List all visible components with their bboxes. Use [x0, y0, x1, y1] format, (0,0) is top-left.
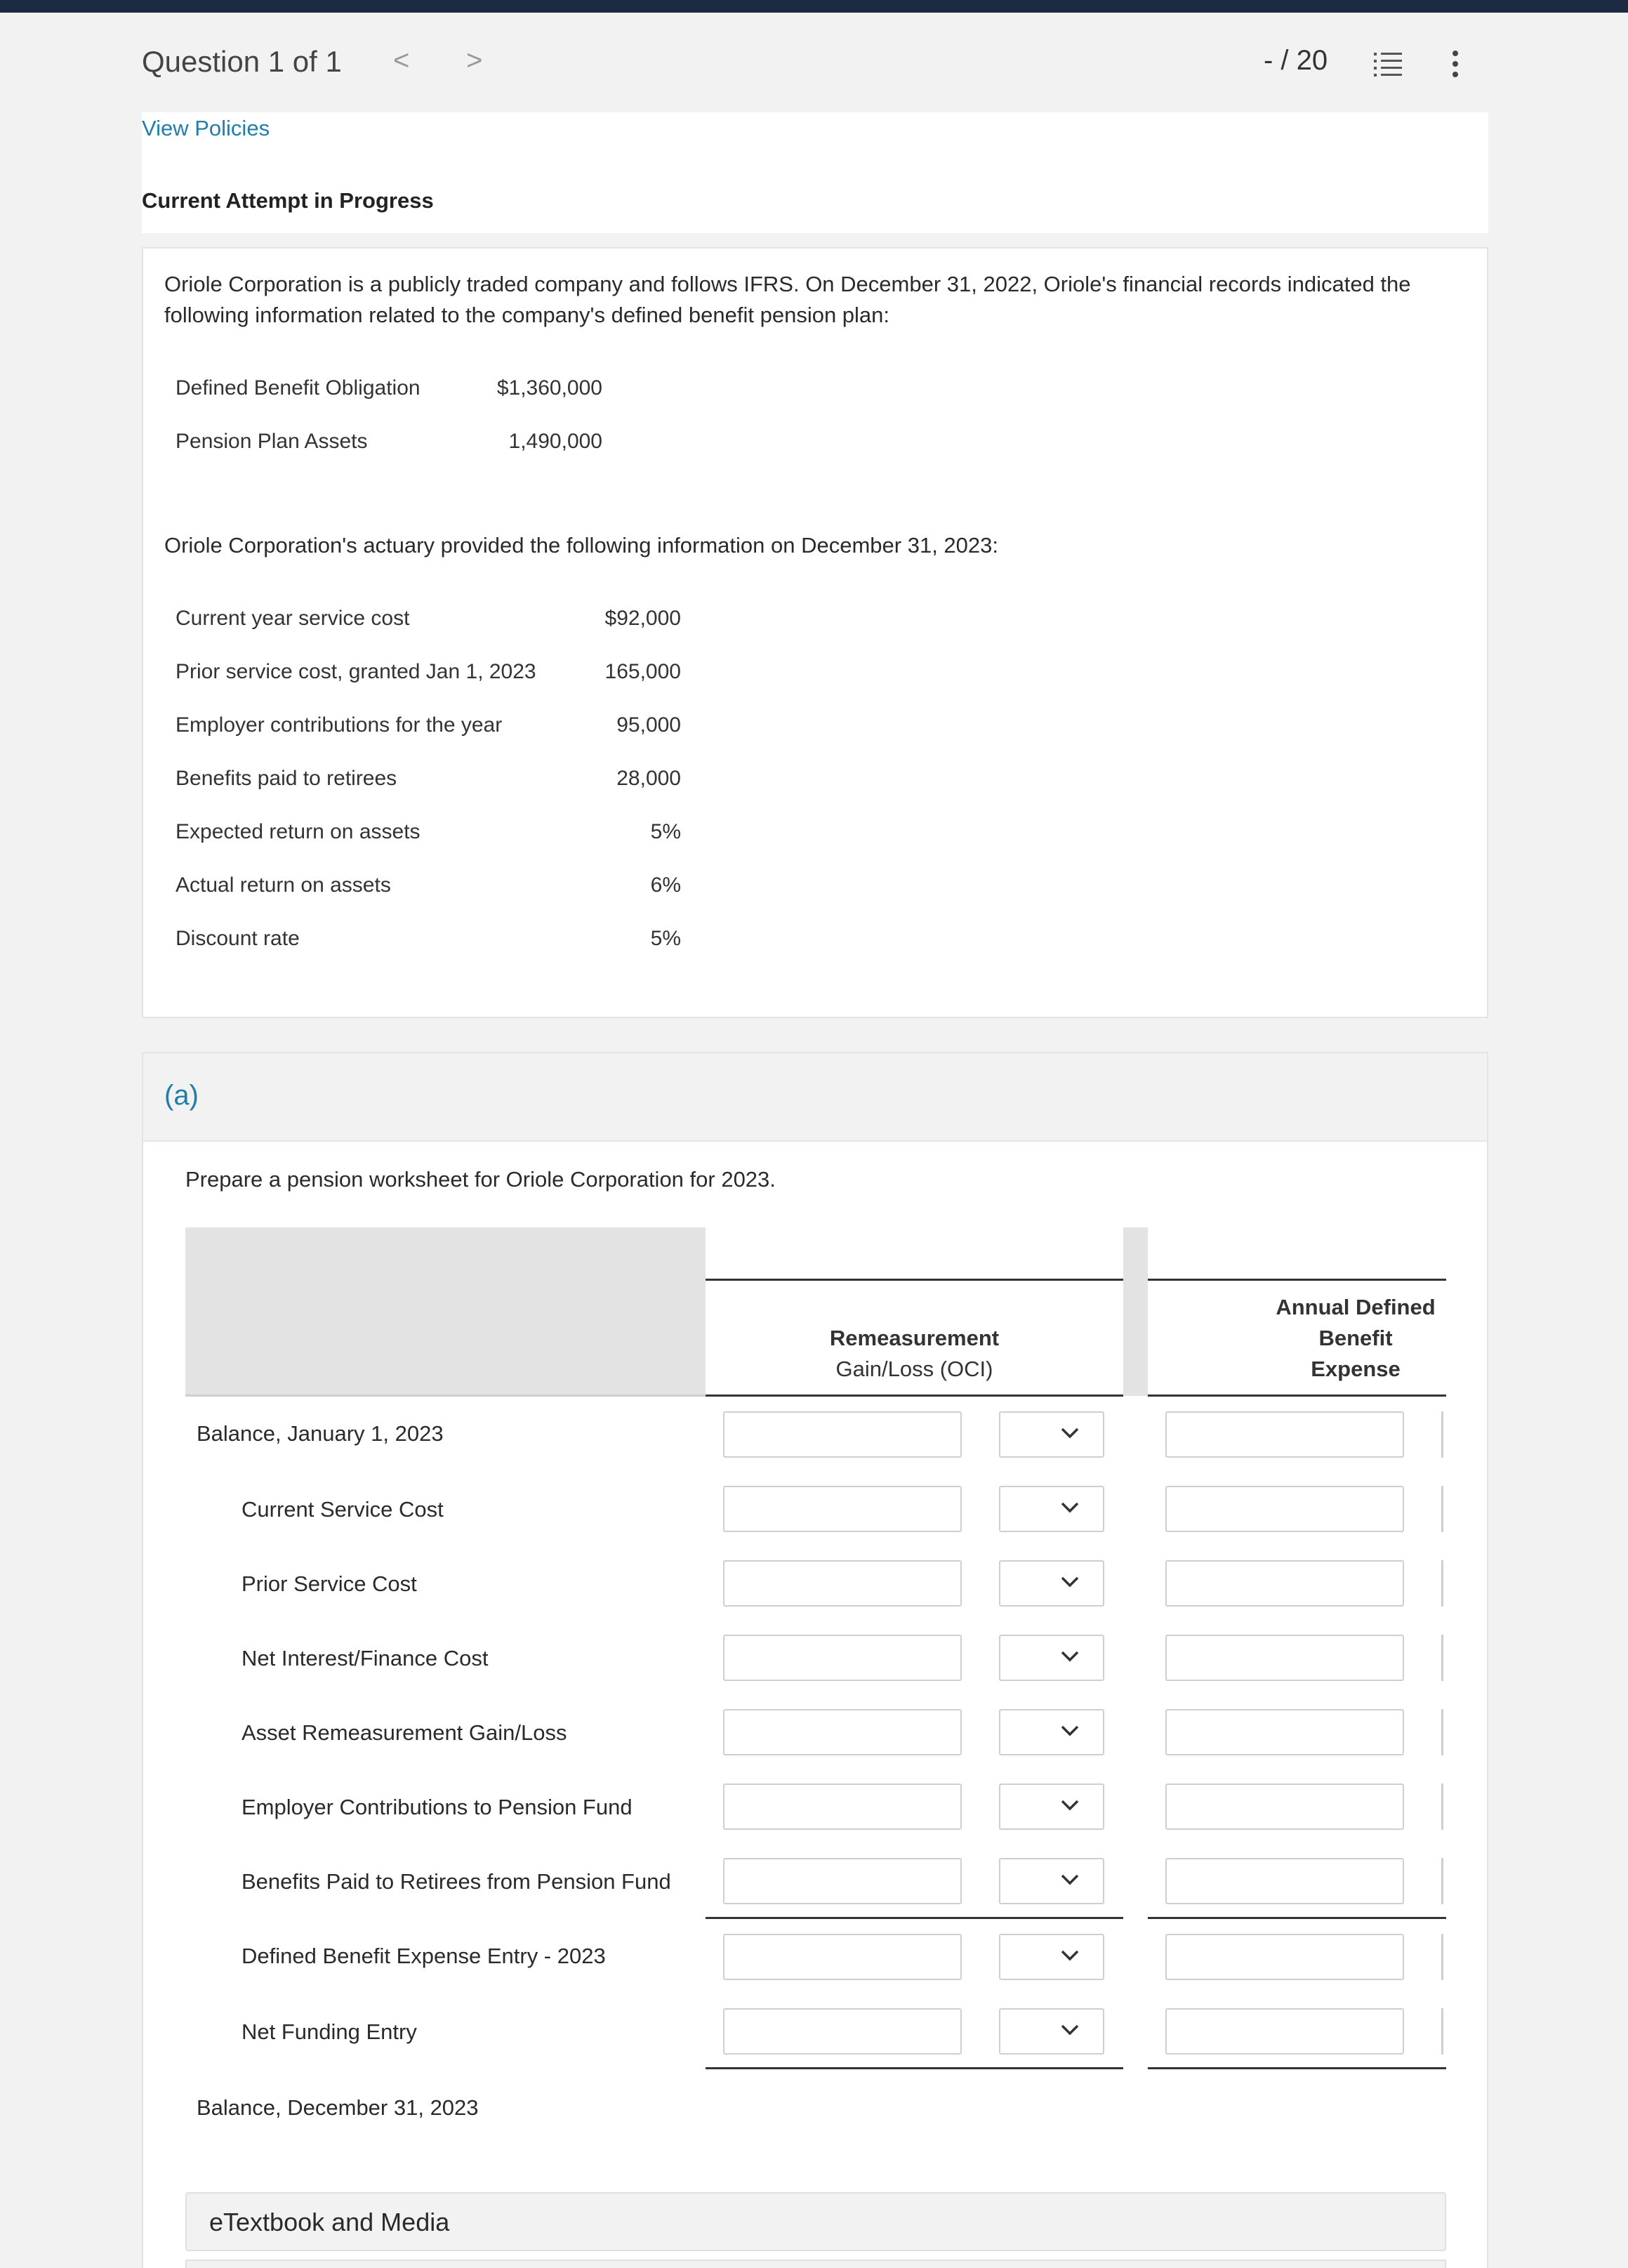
- actuary-label: Benefits paid to retirees: [176, 767, 397, 790]
- expense-amount-input[interactable]: [1165, 1635, 1404, 1681]
- question-card: [142, 247, 1488, 1018]
- chevron-down-icon: [1060, 2024, 1080, 2040]
- next-column-input-edge[interactable]: [1441, 1858, 1444, 1904]
- row-label-benefits-paid: Benefits Paid to Retirees from Pension Fund: [241, 1869, 671, 1894]
- actuary-label: Current year service cost: [176, 607, 410, 630]
- expense-amount-input[interactable]: [1165, 1486, 1404, 1532]
- actuary-label: Prior service cost, granted Jan 1, 2023: [176, 660, 536, 683]
- oci-amount-input[interactable]: [723, 1411, 962, 1458]
- chevron-down-icon: [1060, 1799, 1080, 1815]
- expense-amount-input[interactable]: [1165, 2008, 1404, 2055]
- next-column-input-edge[interactable]: [1441, 1709, 1444, 1755]
- expense-amount-input[interactable]: [1165, 1560, 1404, 1607]
- expense-amount-input[interactable]: [1165, 1411, 1404, 1458]
- dr-cr-select[interactable]: [999, 1486, 1104, 1532]
- next-question-button[interactable]: >: [466, 45, 483, 76]
- actuary-value: 6%: [650, 873, 681, 897]
- problem-intro: Oriole Corporation is a publicly traded company and follows IFRS. On December 31, 2022, Oriole's financial records indicated the following information related to the company's defined benefit pension plan:: [164, 272, 1411, 327]
- chevron-down-icon: [1060, 1501, 1080, 1517]
- oci-amount-input[interactable]: [723, 1784, 962, 1830]
- view-policies-link[interactable]: View Policies: [142, 116, 270, 140]
- part-a-header: [143, 1053, 1487, 1142]
- expense-amount-input[interactable]: [1165, 1934, 1404, 1980]
- row-label-balance-dec: Balance, December 31, 2023: [197, 2095, 479, 2120]
- header-bottom-rule: [1148, 1395, 1446, 1397]
- next-column-input-edge[interactable]: [1441, 2008, 1444, 2055]
- oci-amount-input[interactable]: [723, 1858, 962, 1904]
- total-rule: [706, 2067, 1123, 2069]
- expense-amount-input[interactable]: [1165, 1709, 1404, 1755]
- expense-amount-input[interactable]: [1165, 1858, 1404, 1904]
- oci-amount-input[interactable]: [723, 1635, 962, 1681]
- record-label: Defined Benefit Obligation: [176, 376, 421, 400]
- chevron-down-icon: [1060, 1873, 1080, 1890]
- next-column-input-edge[interactable]: [1441, 1635, 1444, 1681]
- oci-amount-input[interactable]: [723, 1709, 962, 1755]
- question-list-icon[interactable]: [1372, 51, 1403, 77]
- chevron-down-icon: [1060, 1650, 1080, 1666]
- chevron-down-icon: [1060, 1725, 1080, 1741]
- previous-question-button[interactable]: <: [393, 45, 410, 76]
- question-counter: Question 1 of 1: [142, 45, 342, 78]
- row-label-net-interest: Net Interest/Finance Cost: [241, 1646, 489, 1670]
- next-column-input-edge[interactable]: [1441, 1784, 1444, 1830]
- record-label: Pension Plan Assets: [176, 430, 368, 453]
- actuary-value: 5%: [650, 927, 681, 950]
- oci-amount-input[interactable]: [723, 1486, 962, 1532]
- header-rule: [1148, 1279, 1446, 1281]
- next-column-input-edge[interactable]: [1441, 1486, 1444, 1532]
- score-display: - / 20: [1264, 45, 1328, 76]
- actuary-label: Actual return on assets: [176, 873, 391, 897]
- record-value: 1,490,000: [508, 430, 602, 453]
- dr-cr-select[interactable]: [999, 1560, 1104, 1607]
- header-rule: [706, 1279, 1123, 1281]
- attempt-status: Current Attempt in Progress: [142, 188, 434, 213]
- actuary-value: 165,000: [604, 660, 681, 683]
- chevron-down-icon: [1060, 1427, 1080, 1443]
- row-label-asset-remeasurement: Asset Remeasurement Gain/Loss: [241, 1720, 567, 1745]
- row-label-employer-contributions: Employer Contributions to Pension Fund: [241, 1795, 633, 1819]
- col-header-expense: Annual Defined Benefit Expense: [1276, 1295, 1436, 1381]
- dr-cr-select[interactable]: [999, 1635, 1104, 1681]
- dr-cr-select[interactable]: [999, 1709, 1104, 1755]
- chevron-down-icon: [1060, 1576, 1080, 1592]
- dr-cr-select[interactable]: [999, 2008, 1104, 2055]
- record-value: $1,360,000: [496, 376, 602, 400]
- part-a-instruction: Prepare a pension worksheet for Oriole Corporation for 2023.: [185, 1167, 776, 1192]
- actuary-value: 5%: [650, 820, 681, 843]
- dr-cr-select[interactable]: [999, 1858, 1104, 1904]
- actuary-label: Employer contributions for the year: [176, 713, 503, 737]
- actuary-value: 28,000: [616, 767, 681, 790]
- expense-amount-input[interactable]: [1165, 1784, 1404, 1830]
- dr-cr-select[interactable]: [999, 1784, 1104, 1830]
- attempt-bar: [142, 112, 1488, 233]
- row-label-expense-entry: Defined Benefit Expense Entry - 2023: [241, 1944, 606, 1968]
- subtotal-rule: [1148, 1917, 1446, 1919]
- col-header-remeasurement: Remeasurement Gain/Loss (OCI): [829, 1326, 1000, 1381]
- oci-amount-input[interactable]: [723, 2008, 962, 2055]
- subtotal-rule: [706, 1917, 1123, 1919]
- actuary-label: Discount rate: [176, 927, 300, 950]
- actuary-value: $92,000: [604, 607, 681, 630]
- actuary-value: 95,000: [616, 713, 681, 737]
- oci-amount-input[interactable]: [723, 1560, 962, 1607]
- header-bottom-rule: [706, 1395, 1123, 1397]
- next-column-input-edge[interactable]: [1441, 1560, 1444, 1607]
- header-divider: [185, 1395, 706, 1397]
- row-label-balance-jan: Balance, January 1, 2023: [197, 1421, 444, 1446]
- next-column-input-edge[interactable]: [1441, 1411, 1444, 1458]
- row-label-prior-service-cost: Prior Service Cost: [241, 1571, 417, 1596]
- oci-amount-input[interactable]: [723, 1934, 962, 1980]
- actuary-label: Expected return on assets: [176, 820, 421, 843]
- total-rule: [1148, 2067, 1446, 2069]
- etextbook-label: eTextbook and Media: [209, 2208, 450, 2236]
- row-label-net-funding: Net Funding Entry: [241, 2019, 417, 2044]
- next-column-input-edge[interactable]: [1441, 1934, 1444, 1980]
- more-options-icon[interactable]: [1445, 49, 1466, 79]
- part-a-label: (a): [164, 1080, 199, 1111]
- next-resource-bar[interactable]: [185, 2260, 1446, 2268]
- chevron-down-icon: [1060, 1949, 1080, 1965]
- row-label-current-service-cost: Current Service Cost: [241, 1497, 444, 1522]
- top-bar: [0, 0, 1628, 13]
- dr-cr-select[interactable]: [999, 1411, 1104, 1458]
- actuary-intro: Oriole Corporation's actuary provided the following information on December 31, 2023:: [164, 533, 999, 558]
- dr-cr-select[interactable]: [999, 1934, 1104, 1980]
- etextbook-media-button[interactable]: [185, 2192, 1446, 2251]
